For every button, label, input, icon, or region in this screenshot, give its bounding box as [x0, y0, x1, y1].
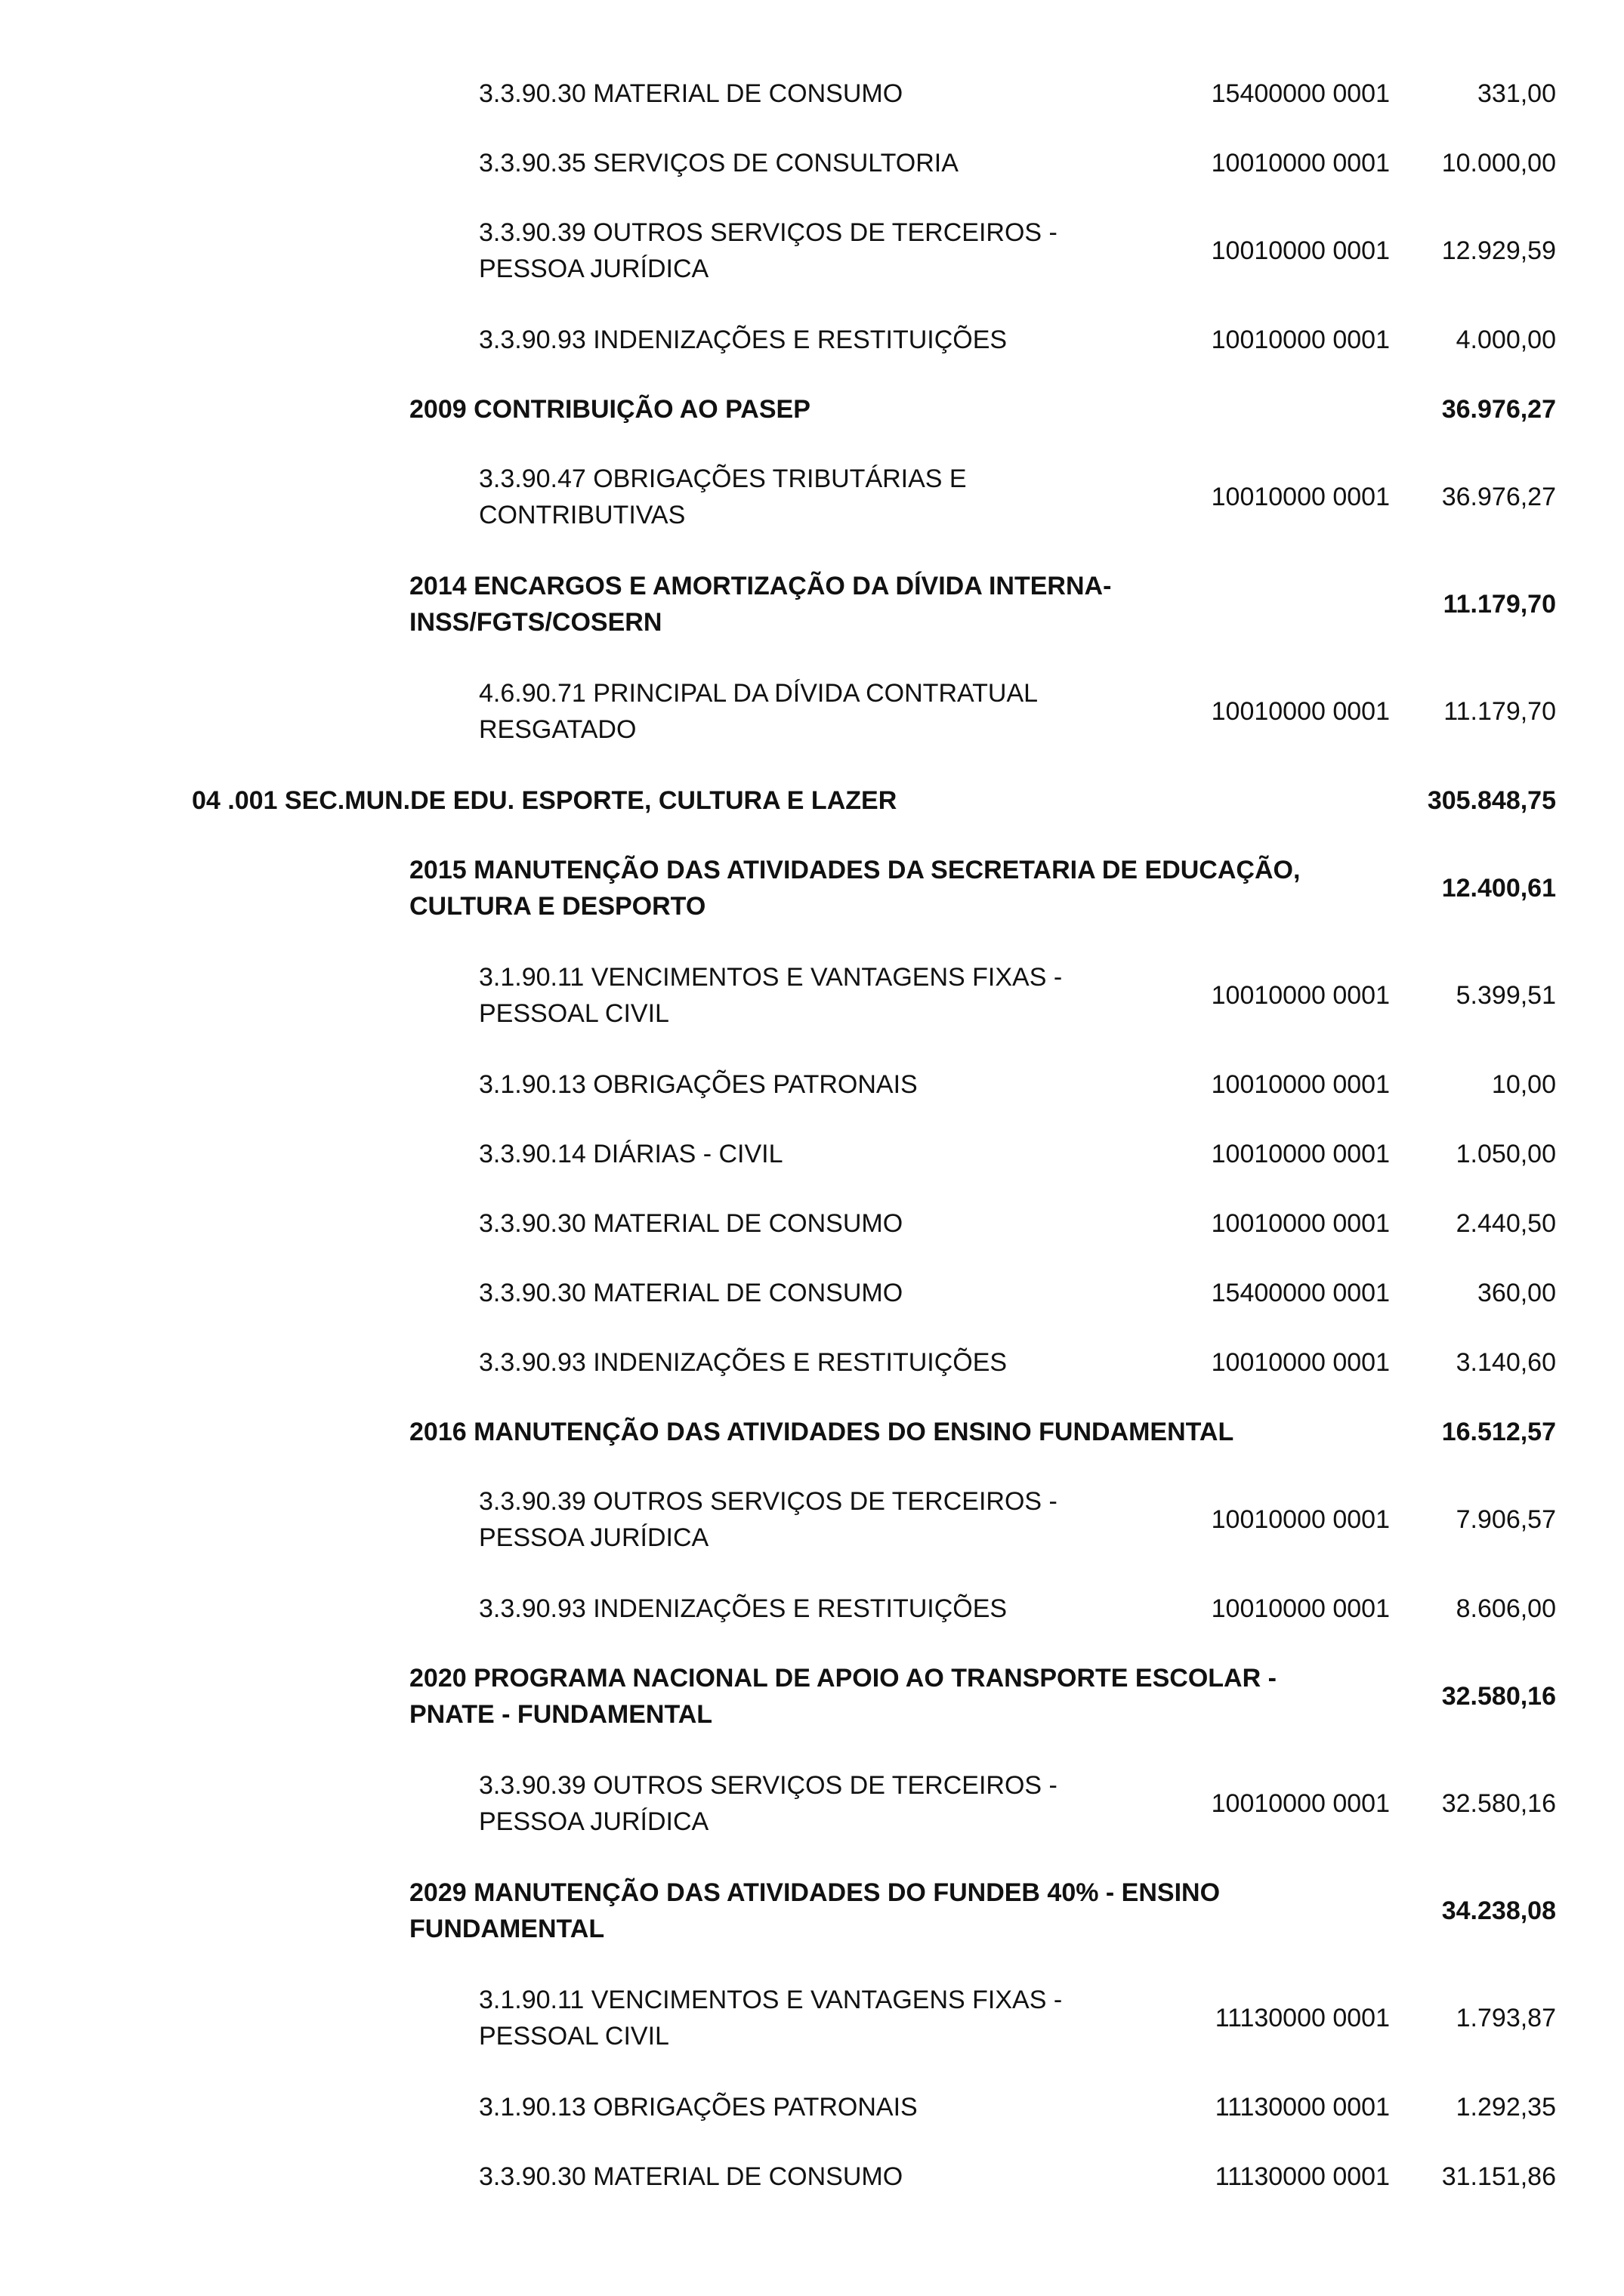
description-line: 2016 MANUTENÇÃO DAS ATIVIDADES DO ENSINO FUNDAMENTAL — [409, 1418, 1234, 1446]
row-description — [479, 461, 1159, 533]
amount-value: 1.793,87 — [1456, 2004, 1556, 2032]
amount-value: 10.000,00 — [1441, 149, 1556, 177]
amount-value: 36.976,27 — [1441, 483, 1556, 511]
row-description — [479, 2159, 1159, 2195]
amount-value: 331,00 — [1477, 79, 1556, 108]
row-description — [479, 1205, 1159, 1242]
amount-value: 11.179,70 — [1443, 697, 1556, 726]
description-line: PNATE - FUNDAMENTAL — [409, 1700, 713, 1729]
amount-value: 12.400,61 — [1441, 874, 1556, 903]
source-code: 11130000 0001 — [1215, 2162, 1390, 2191]
source-code: 10010000 0001 — [1211, 326, 1390, 354]
amount-value: 32.580,16 — [1441, 1789, 1556, 1818]
amount-value: 34.238,08 — [1441, 1896, 1556, 1925]
amount-value: 3.140,60 — [1456, 1348, 1556, 1377]
description-line: 3.3.90.39 OUTROS SERVIÇOS DE TERCEIROS - — [479, 1771, 1057, 1800]
row-description — [479, 214, 1159, 287]
amount-value: 2.440,50 — [1456, 1209, 1556, 1238]
amount-value: 32.580,16 — [1441, 1682, 1556, 1711]
source-code: 10010000 0001 — [1211, 981, 1390, 1010]
description-line: 3.1.90.13 OBRIGAÇÕES PATRONAIS — [479, 2093, 918, 2122]
row-description — [479, 2089, 1159, 2125]
source-code: 10010000 0001 — [1211, 1209, 1390, 1238]
description-line: 3.3.90.39 OUTROS SERVIÇOS DE TERCEIROS - — [479, 1487, 1057, 1516]
row-description — [479, 1982, 1159, 2054]
source-code: 11130000 0001 — [1215, 2004, 1390, 2032]
source-code: 10010000 0001 — [1211, 483, 1390, 511]
description-line: 3.3.90.47 OBRIGAÇÕES TRIBUTÁRIAS E — [479, 464, 967, 493]
description-line: RESGATADO — [479, 715, 637, 744]
source-code: 10010000 0001 — [1211, 1594, 1390, 1623]
row-description — [479, 1275, 1159, 1311]
row-description — [479, 1767, 1159, 1840]
description-line: PESSOA JURÍDICA — [479, 1807, 709, 1836]
row-description — [409, 391, 1406, 427]
source-code: 10010000 0001 — [1211, 1140, 1390, 1168]
amount-value: 36.976,27 — [1441, 395, 1556, 424]
row-description — [479, 1136, 1159, 1172]
source-code: 10010000 0001 — [1211, 236, 1390, 265]
description-line: PESSOAL CIVIL — [479, 999, 669, 1028]
description-line: 3.1.90.13 OBRIGAÇÕES PATRONAIS — [479, 1070, 918, 1099]
amount-value: 7.906,57 — [1456, 1505, 1556, 1534]
description-line: FUNDAMENTAL — [409, 1915, 605, 1943]
row-description — [409, 1660, 1406, 1733]
description-line: CONTRIBUTIVAS — [479, 501, 686, 529]
row-description — [409, 568, 1406, 640]
amount-value: 305.848,75 — [1427, 786, 1556, 815]
description-line: 4.6.90.71 PRINCIPAL DA DÍVIDA CONTRATUAL — [479, 679, 1039, 708]
row-description — [479, 322, 1159, 358]
row-description — [409, 1414, 1406, 1450]
row-description — [192, 782, 1400, 819]
amount-value: 1.292,35 — [1456, 2093, 1556, 2122]
source-code: 15400000 0001 — [1211, 79, 1390, 108]
description-line: 3.3.90.35 SERVIÇOS DE CONSULTORIA — [479, 149, 959, 177]
description-line: 2014 ENCARGOS E AMORTIZAÇÃO DA DÍVIDA INTERNA- — [409, 572, 1112, 600]
row-description — [409, 1875, 1406, 1947]
description-line: 3.3.90.30 MATERIAL DE CONSUMO — [479, 1279, 903, 1307]
description-line: PESSOA JURÍDICA — [479, 1523, 709, 1552]
description-line: 04 .001 SEC.MUN.DE EDU. ESPORTE, CULTURA E LAZER — [192, 786, 897, 815]
description-line: 3.3.90.30 MATERIAL DE CONSUMO — [479, 79, 903, 108]
row-description — [479, 1344, 1159, 1381]
row-description — [479, 675, 1159, 748]
description-line: 2020 PROGRAMA NACIONAL DE APOIO AO TRANSPORTE ESCOLAR - — [409, 1664, 1277, 1693]
description-line: 3.1.90.11 VENCIMENTOS E VANTAGENS FIXAS - — [479, 963, 1063, 992]
row-description — [479, 1066, 1159, 1103]
row-description — [479, 1591, 1159, 1627]
description-line: INSS/FGTS/COSERN — [409, 608, 662, 637]
source-code: 15400000 0001 — [1211, 1279, 1390, 1307]
description-line: 3.3.90.30 MATERIAL DE CONSUMO — [479, 2162, 903, 2191]
description-line: 2009 CONTRIBUIÇÃO AO PASEP — [409, 395, 810, 424]
row-description — [479, 76, 1159, 112]
source-code: 10010000 0001 — [1211, 1789, 1390, 1818]
amount-value: 8.606,00 — [1456, 1594, 1556, 1623]
source-code: 10010000 0001 — [1211, 1505, 1390, 1534]
amount-value: 11.179,70 — [1443, 590, 1556, 619]
amount-value: 16.512,57 — [1441, 1418, 1556, 1446]
source-code: 11130000 0001 — [1215, 2093, 1390, 2122]
source-code: 10010000 0001 — [1211, 1070, 1390, 1099]
amount-value: 360,00 — [1477, 1279, 1556, 1307]
description-line: 3.3.90.93 INDENIZAÇÕES E RESTITUIÇÕES — [479, 1594, 1008, 1623]
source-code: 10010000 0001 — [1211, 1348, 1390, 1377]
description-line: 3.3.90.93 INDENIZAÇÕES E RESTITUIÇÕES — [479, 1348, 1008, 1377]
description-line: PESSOA JURÍDICA — [479, 255, 709, 283]
amount-value: 31.151,86 — [1441, 2162, 1556, 2191]
amount-value: 5.399,51 — [1456, 981, 1556, 1010]
amount-value: 10,00 — [1491, 1070, 1556, 1099]
description-line: 3.3.90.30 MATERIAL DE CONSUMO — [479, 1209, 903, 1238]
source-code: 10010000 0001 — [1211, 697, 1390, 726]
row-description — [479, 1483, 1159, 1556]
amount-value: 4.000,00 — [1456, 326, 1556, 354]
description-line: 3.3.90.93 INDENIZAÇÕES E RESTITUIÇÕES — [479, 326, 1008, 354]
description-line: CULTURA E DESPORTO — [409, 892, 706, 921]
description-line: 3.3.90.39 OUTROS SERVIÇOS DE TERCEIROS - — [479, 218, 1057, 247]
description-line: 3.3.90.14 DIÁRIAS - CIVIL — [479, 1140, 783, 1168]
description-line: 2029 MANUTENÇÃO DAS ATIVIDADES DO FUNDEB 40% - ENSINO — [409, 1878, 1221, 1907]
description-line: PESSOAL CIVIL — [479, 2022, 669, 2051]
row-description — [409, 852, 1406, 924]
description-line: 2015 MANUTENÇÃO DAS ATIVIDADES DA SECRETARIA DE EDUCAÇÃO, — [409, 856, 1301, 884]
amount-value: 12.929,59 — [1441, 236, 1556, 265]
source-code: 10010000 0001 — [1211, 149, 1390, 177]
amount-value: 1.050,00 — [1456, 1140, 1556, 1168]
row-description — [479, 959, 1159, 1032]
row-description — [479, 145, 1159, 181]
description-line: 3.1.90.11 VENCIMENTOS E VANTAGENS FIXAS - — [479, 1986, 1063, 2014]
